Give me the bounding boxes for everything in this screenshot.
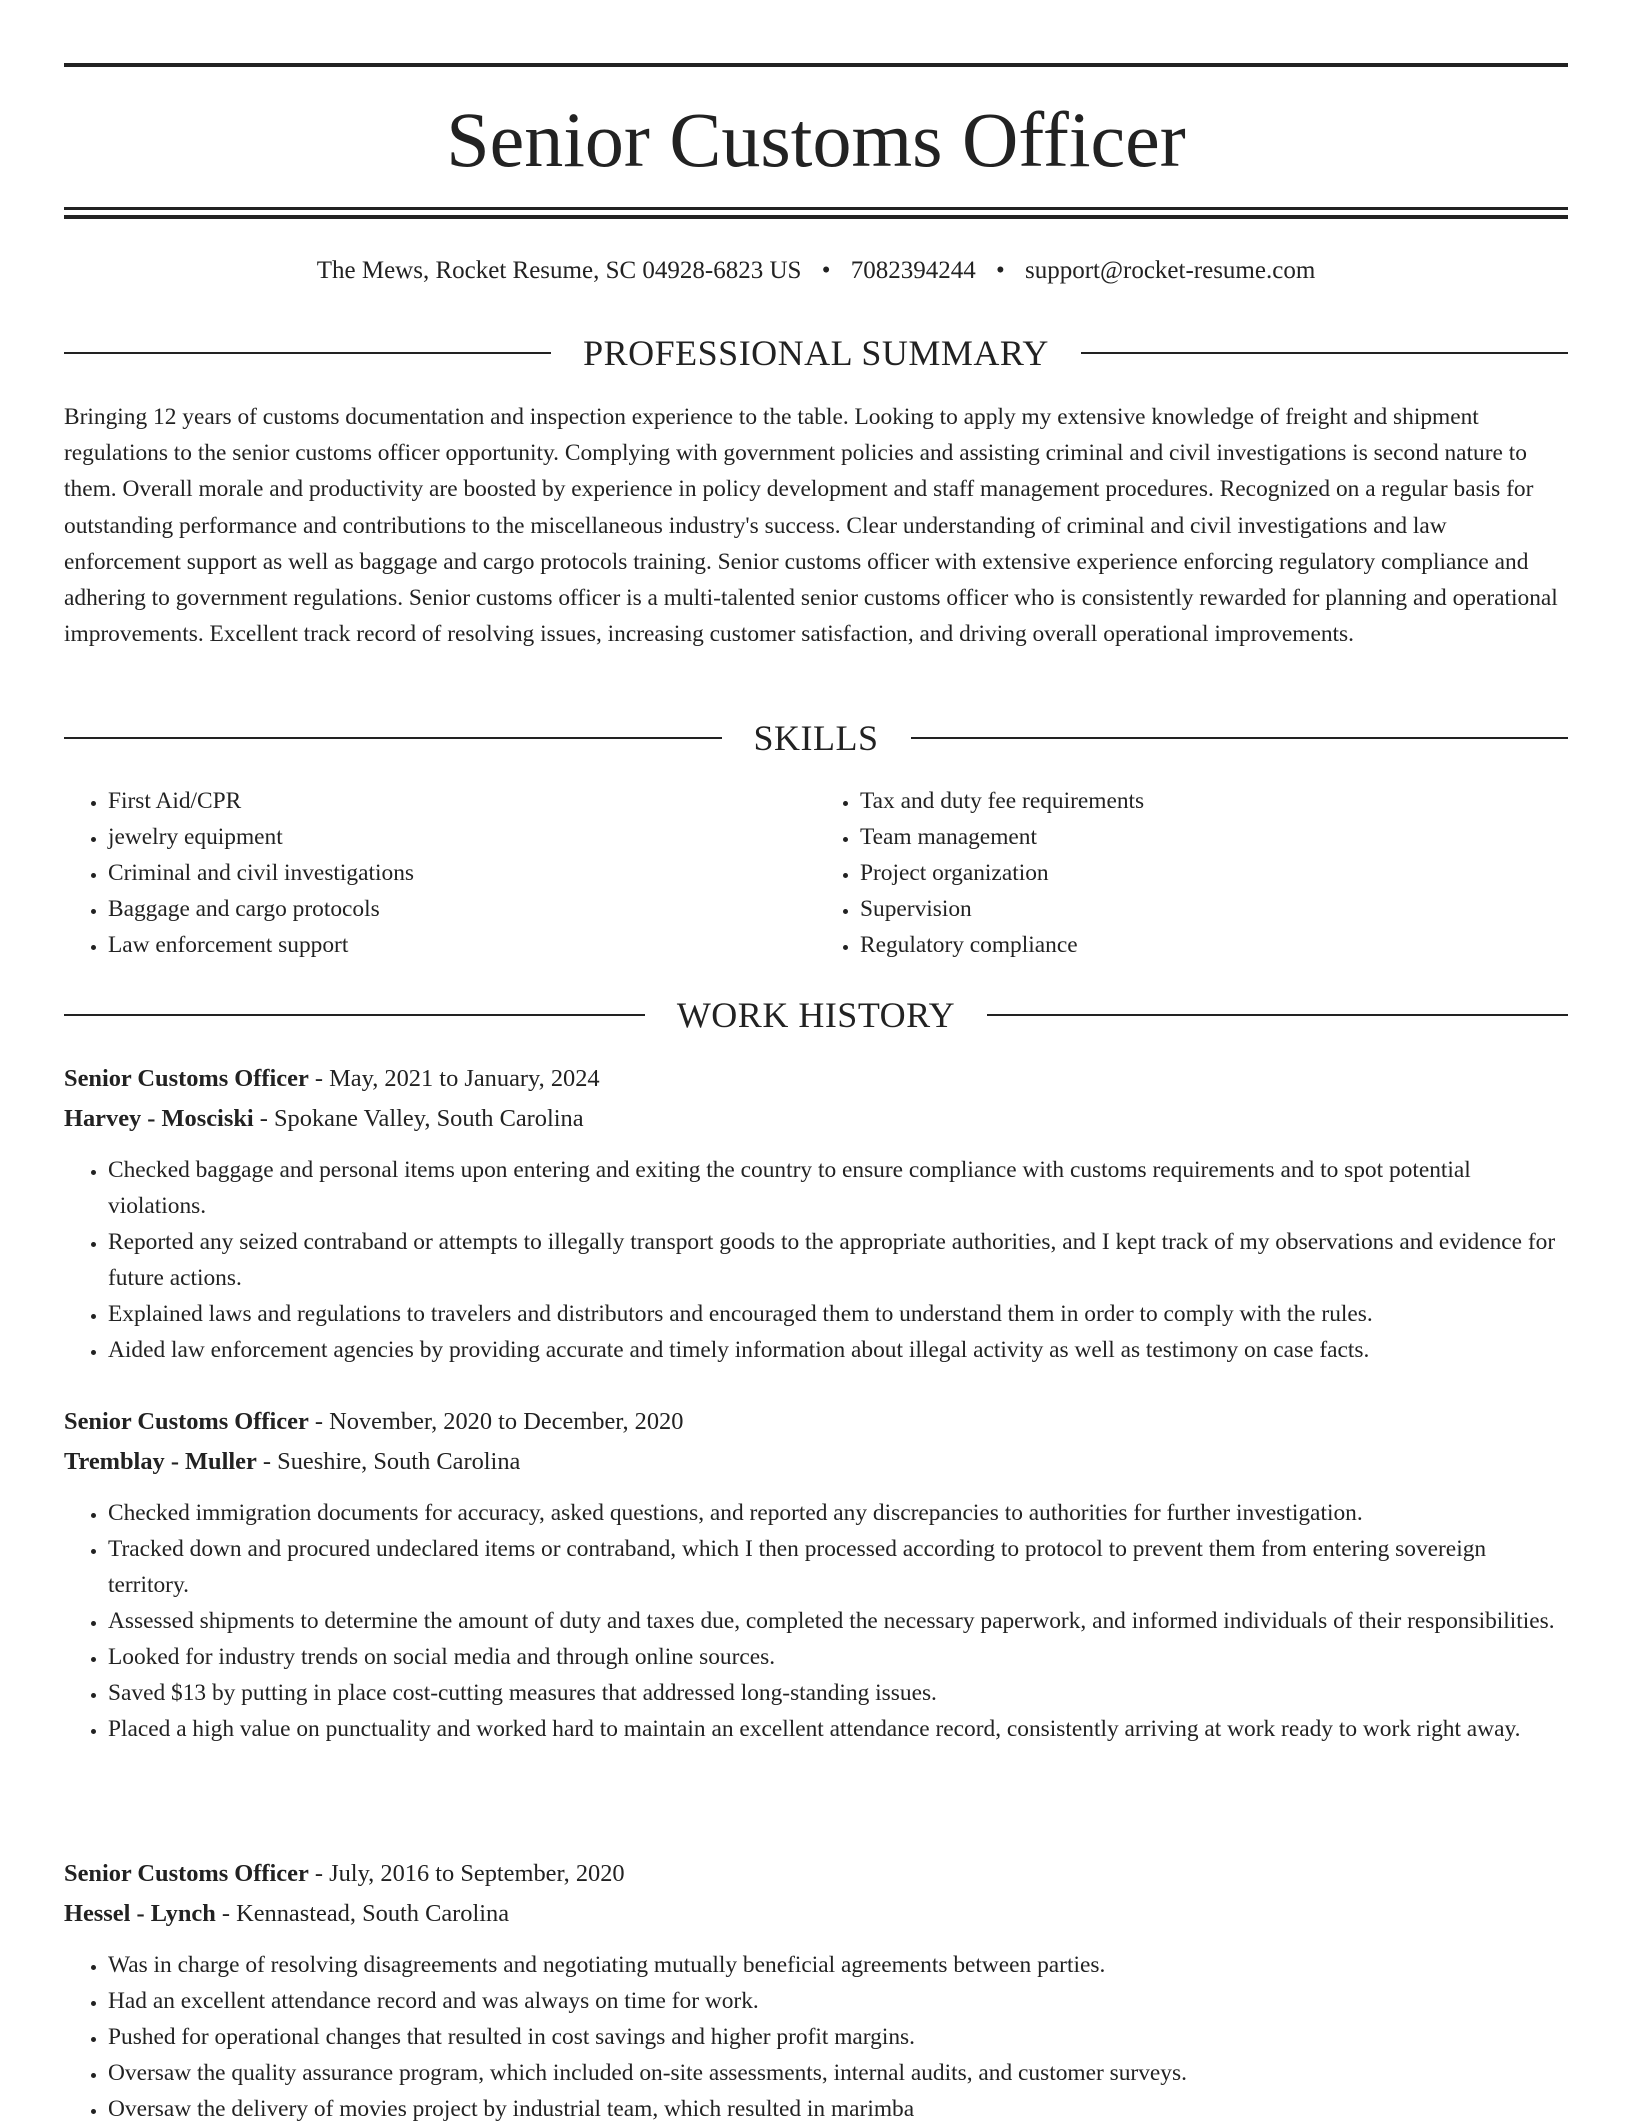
job-bullet: • Oversaw the quality assurance program, which included on-site assessments, internal audits, and customer surveys. [108,2055,1568,2091]
heading-rule-left [64,352,551,354]
job-bullet: • Assessed shipments to determine the amount of duty and taxes due, completed the necessary paperwork, and informed individuals of their responsibilities. [108,1603,1568,1639]
job-bullet: • Saved $13 by putting in place cost-cutting measures that addressed long-standing issues. [108,1675,1568,1711]
contact-line [64,254,1568,288]
job-bullet: • Had an excellent attendance record and was always on time for work. [108,1983,1568,2019]
job-title-line [64,1855,1568,1893]
skill-item: • First Aid/CPR [108,783,816,819]
job-bullets [64,1495,1568,1747]
section-heading-label: SKILLS [753,718,879,758]
job-title: Senior Customs Officer [64,1065,309,1092]
skills-column-left [64,783,816,963]
heading-rule-right [911,737,1569,739]
skill-item: • Baggage and cargo protocols [108,891,816,927]
header-top-rule [64,63,1568,67]
job-bullet: • Checked immigration documents for accuracy, asked questions, and reported any discrepancies to authorities for further investigation. [108,1495,1568,1531]
job-bullet: • Explained laws and regulations to travelers and distributors and encouraged them to understand them in order to comply with the rules. [108,1296,1568,1332]
job-company-line [64,1895,1568,1933]
job-bullet: • Tracked down and procured undeclared items or contraband, which I then processed according to protocol to prevent them from entering sovereign territory. [108,1531,1568,1603]
job-title: Senior Customs Officer [64,1408,309,1435]
job-dates: - July, 2016 to September, 2020 [308,1860,625,1887]
job-location: - Spokane Valley, South Carolina [253,1105,584,1132]
job-company: Hessel - Lynch [64,1900,216,1927]
job-location: - Sueshire, South Carolina [256,1448,521,1475]
job-company: Harvey - Mosciski [64,1105,254,1132]
skill-item: • Tax and duty fee requirements [860,783,1568,819]
job-bullets [64,1152,1568,1368]
job-title-line [64,1060,1568,1098]
job-entry [64,1855,1568,2127]
job-bullet: • Looked for industry trends on social media and through online sources. [108,1639,1568,1675]
job-bullet: • Was in charge of resolving disagreements and negotiating mutually beneficial agreements between parties. [108,1947,1568,1983]
section-heading-label: WORK HISTORY [676,995,956,1035]
skill-item: • Regulatory compliance [860,927,1568,963]
header-double-rule [64,207,1568,219]
job-bullets [64,1947,1568,2127]
skill-item: • jewelry equipment [108,819,816,855]
skill-item: • Supervision [860,891,1568,927]
job-bullet: • Placed a high value on punctuality and worked hard to maintain an excellent attendance record, consistently arriving at work ready to work right away. [108,1711,1568,1747]
contact-separator: • [995,257,1005,284]
contact-email: support@rocket-resume.com [1024,257,1316,284]
section-heading-skills [64,716,1568,760]
job-entry [64,1403,1568,1747]
job-title: Senior Customs Officer [64,1860,309,1887]
resume-title: Senior Customs Officer [446,96,1186,183]
job-company: Tremblay - Muller [64,1448,257,1475]
skill-item: • Law enforcement support [108,927,816,963]
job-entry [64,1060,1568,1368]
skill-item: • Team management [860,819,1568,855]
section-heading-work-history [64,993,1568,1037]
heading-rule-right [987,1014,1568,1016]
skill-item: • Project organization [860,855,1568,891]
job-location: - Kennastead, South Carolina [215,1900,510,1927]
contact-phone: 7082394244 [850,257,976,284]
job-title-line [64,1403,1568,1441]
job-bullet: • Aided law enforcement agencies by providing accurate and timely information about illegal activity as well as testimony on case facts. [108,1332,1568,1368]
contact-address: The Mews, Rocket Resume, SC 04928-6823 US [316,257,802,284]
professional-summary-text: Bringing 12 years of customs documentation and inspection experience to the table. Looking to apply my extensive knowledge of freight and shipment regulations to the senior customs officer opportunity. Complying with government policies and assisting criminal and civil investigations is second nature to them. Overall morale and productivity are boosted by experience in policy development and staff management procedures. Recognized on a regular basis for outstanding performance and contributions to the miscellaneous industry's success. Clear understanding of criminal and civil investigations and law enforcement support as well as baggage and cargo protocols training. Senior customs officer with extensive experience enforcing regulatory compliance and adhering to government regulations. Senior customs officer is a multi-talented senior customs officer who is consistently rewarded for planning and operational improvements. Excellent track record of resolving issues, increasing customer satisfaction, and driving overall operational improvements. [64,404,1558,648]
heading-rule-right [1081,352,1568,354]
job-company-line [64,1100,1568,1138]
heading-rule-left [64,737,722,739]
heading-rule-left [64,1014,645,1016]
skills-column-right [816,783,1568,963]
job-bullet: • Checked baggage and personal items upon entering and exiting the country to ensure compliance with customs requirements and to spot potential violations. [108,1152,1568,1224]
job-bullet: • Reported any seized contraband or attempts to illegally transport goods to the appropriate authorities, and I kept track of my observations and evidence for future actions. [108,1224,1568,1296]
section-heading-label: PROFESSIONAL SUMMARY [583,333,1049,373]
skills-list [64,783,1568,963]
job-bullet: • Oversaw the delivery of movies project by industrial team, which resulted in marimba [108,2091,1568,2127]
contact-separator: • [821,257,831,284]
skill-item: • Criminal and civil investigations [108,855,816,891]
section-heading-summary [64,331,1568,375]
job-bullet: • Pushed for operational changes that resulted in cost savings and higher profit margins. [108,2019,1568,2055]
job-dates: - May, 2021 to January, 2024 [308,1065,600,1092]
job-company-line [64,1443,1568,1481]
job-dates: - November, 2020 to December, 2020 [308,1408,684,1435]
